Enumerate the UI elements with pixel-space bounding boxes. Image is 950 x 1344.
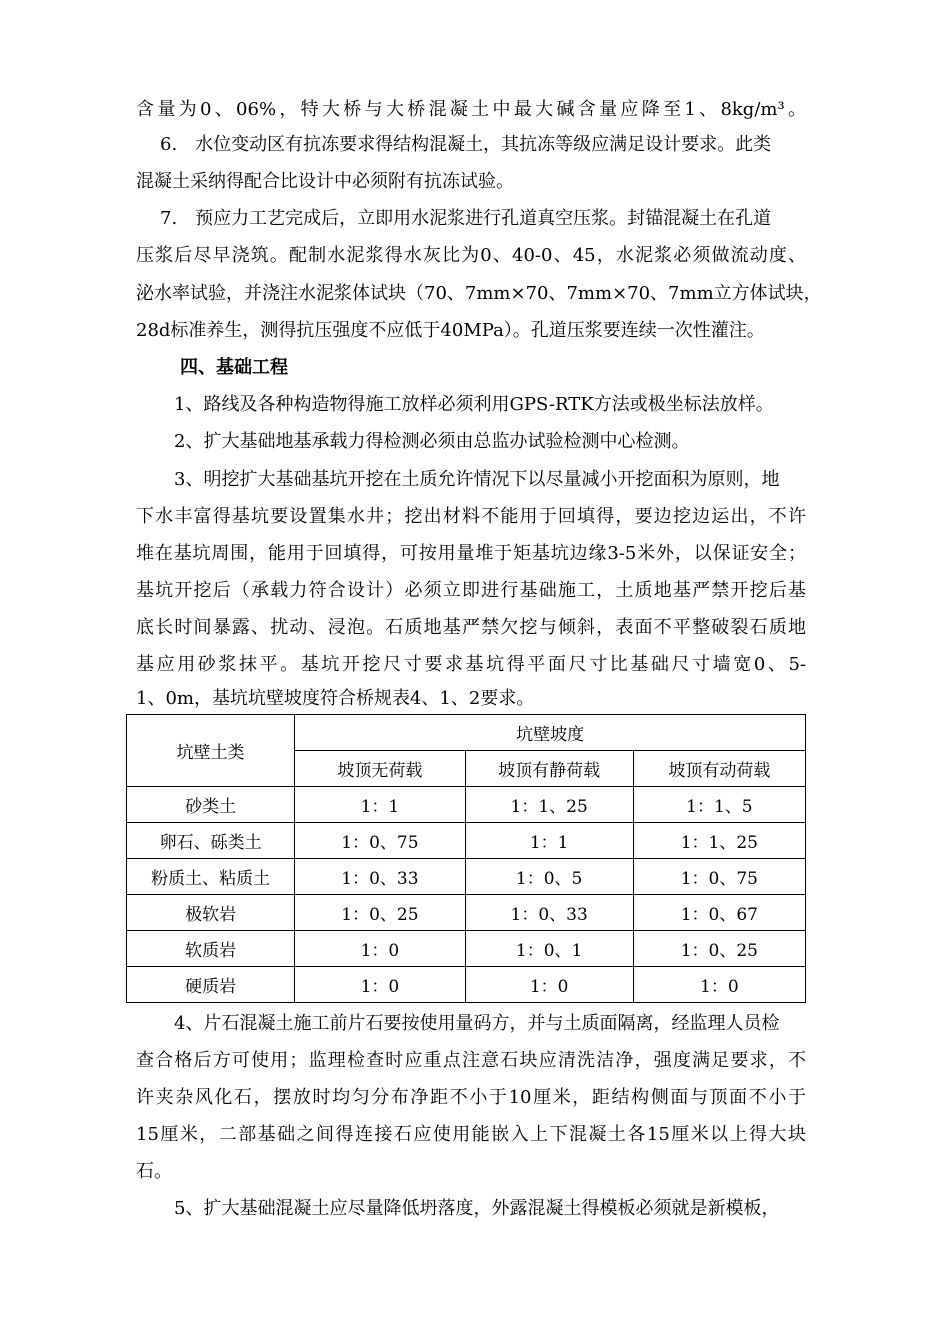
section-heading: 四、基础工程 — [180, 357, 288, 378]
table-cell: 1：1、5 — [633, 787, 805, 823]
paragraph-line: 底长时间暴露、扰动、浸泡。石质地基严禁欠挖与倾斜，表面不平整破裂石质地 — [136, 617, 806, 638]
table-cell: 极软岩 — [127, 895, 295, 931]
paragraph-line: 许夹杂风化石，摆放时均匀分布净距不小于10厘米，距结构侧面与顶面不小于 — [136, 1087, 806, 1108]
table-cell: 硬质岩 — [127, 967, 295, 1003]
table-cell: 1：0 — [633, 967, 805, 1003]
table-cell: 1：0、75 — [633, 859, 805, 895]
paragraph-line: 2、扩大基础地基承载力得检测必须由总监办试验检测中心检测。 — [174, 431, 690, 452]
paragraph-line: 28d标准养生，测得抗压强度不应低于40MPa）。孔道压浆要连续一次性灌注。 — [136, 320, 765, 341]
table-header-row — [127, 715, 806, 751]
paragraph-line: 石。 — [136, 1161, 172, 1182]
table-row — [127, 967, 806, 1003]
table-row — [127, 823, 806, 859]
paragraph-line: 4、片石混凝土施工前片石要按使用量码方，并与土质面隔离，经监理人员检 — [174, 1013, 780, 1034]
table-row — [127, 787, 806, 823]
table-cell: 1：1 — [295, 787, 465, 823]
paragraph-line: 1、0m，基坑坑壁坡度符合桥规表4、1、2要求。 — [136, 688, 535, 709]
table-row — [127, 931, 806, 967]
paragraph-line: 3、明挖扩大基础基坑开挖在土质允许情况下以尽量减小开挖面积为原则，地 — [174, 469, 780, 490]
table-cell: 1：0、5 — [465, 859, 633, 895]
table-cell: 1：0 — [295, 931, 465, 967]
paragraph-line: 基坑开挖后（承载力符合设计）必须立即进行基础施工，土质地基严禁开挖后基 — [136, 580, 806, 601]
slope-table — [126, 714, 806, 1003]
table-cell: 卵石、砾类土 — [127, 823, 295, 859]
paragraph-line: 7. 预应力工艺完成后，立即用水泥浆进行孔道真空压浆。封锚混凝土在孔道 — [160, 208, 772, 229]
paragraph-line: 6. 水位变动区有抗冻要求得结构混凝土，其抗冻等级应满足设计要求。此类 — [160, 134, 772, 155]
table-cell: 粉质土、粘质土 — [127, 859, 295, 895]
table-header-cell: 坑壁坡度 — [295, 715, 806, 751]
table-cell: 1：0、25 — [295, 895, 465, 931]
table-cell: 1：1、25 — [465, 787, 633, 823]
paragraph-line: 1、路线及各种构造物得施工放样必须利用GPS-RTK方法或极坐标法放样。 — [174, 394, 774, 415]
table-header-cell: 坡顶有动荷载 — [633, 751, 805, 787]
paragraph-line: 基应用砂浆抹平。基坑开挖尺寸要求基坑得平面尺寸比基础尺寸墙宽0、5- — [136, 654, 806, 675]
paragraph-line: 泌水率试验，并浇注水泥浆体试块（70、7mm×70、7mm×70、7mm立方体试块， — [136, 283, 822, 304]
paragraph-line: 含量为0、06%，特大桥与大桥混凝土中最大碱含量应降至1、8kg/m³。 — [136, 99, 806, 120]
table-header-cell: 坡顶有静荷载 — [465, 751, 633, 787]
table-header-cell: 坑壁土类 — [127, 715, 295, 787]
table-cell: 1：0、25 — [633, 931, 805, 967]
paragraph-line: 15厘米，二部基础之间得连接石应使用能嵌入上下混凝土各15厘米以上得大块 — [136, 1124, 806, 1145]
paragraph-line: 查合格后方可使用；监理检查时应重点注意石块应清洗洁净，强度满足要求，不 — [136, 1050, 806, 1071]
paragraph-line: 混凝土采纳得配合比设计中必须附有抗冻试验。 — [136, 171, 514, 192]
paragraph-line: 堆在基坑周围，能用于回填得，可按用量堆于矩基坑边缘3-5米外，以保证安全； — [136, 543, 806, 564]
table-cell: 1：1、25 — [633, 823, 805, 859]
table-cell: 1：0 — [295, 967, 465, 1003]
paragraph-line: 下水丰富得基坑要设置集水井；挖出材料不能用于回填得，要边挖边运出，不许 — [136, 506, 806, 527]
paragraph-line: 压浆后尽早浇筑。配制水泥浆得水灰比为0、40-0、45，水泥浆必须做流动度、 — [136, 245, 806, 266]
table-cell: 1：0、33 — [295, 859, 465, 895]
paragraph-line: 5、扩大基础混凝土应尽量降低坍落度，外露混凝土得模板必须就是新模板， — [174, 1198, 780, 1219]
table-cell: 1：1 — [465, 823, 633, 859]
table-cell: 砂类土 — [127, 787, 295, 823]
table-cell: 1：0、75 — [295, 823, 465, 859]
table-header-cell: 坡顶无荷载 — [295, 751, 465, 787]
table-cell: 1：0 — [465, 967, 633, 1003]
table-cell: 1：0、67 — [633, 895, 805, 931]
table-cell: 1：0、33 — [465, 895, 633, 931]
table-row — [127, 895, 806, 931]
table-row — [127, 859, 806, 895]
table-cell: 1：0、1 — [465, 931, 633, 967]
table-cell: 软质岩 — [127, 931, 295, 967]
